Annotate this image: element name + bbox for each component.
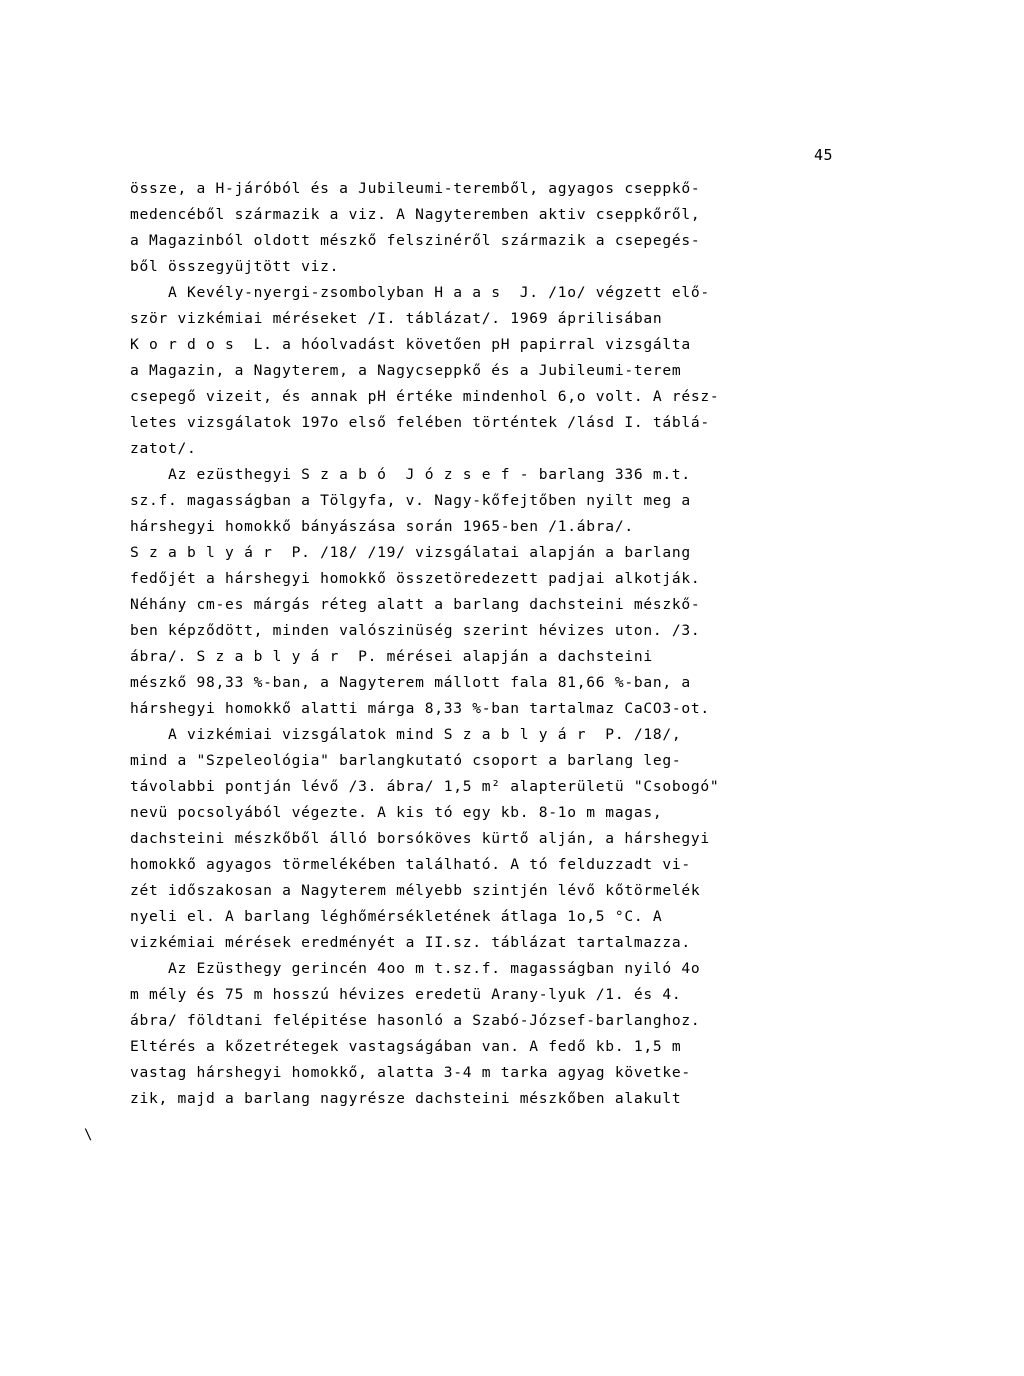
text-line: zét időszakosan a Nagyterem mélyebb szintjén lévő kőtörmelék: [130, 882, 701, 899]
text-line: homokkő agyagos törmelékében található. A tó felduzzadt vi-: [130, 856, 691, 873]
text-line: ábra/ földtani felépitése hasonló a Szabó-József-barlanghoz.: [130, 1012, 701, 1029]
text-line: ször vizkémiai méréseket /I. táblázat/. 1969 áprilisában: [130, 310, 663, 327]
text-line: hárshegyi homokkő bányászása során 1965-ben /1.ábra/.: [130, 518, 634, 535]
text-line: vastag hárshegyi homokkő, alatta 3-4 m tarka agyag követke-: [130, 1064, 691, 1081]
text-line: hárshegyi homokkő alatti márga 8,33 %-ban tartalmaz CaCO3-ot.: [130, 700, 710, 717]
text-line: össze, a H-járóból és a Jubileumi-teremből, agyagos cseppkő-: [130, 180, 701, 197]
text-line: mészkő 98,33 %-ban, a Nagyterem mállott fala 81,66 %-ban, a: [130, 674, 691, 691]
text-line: nyeli el. A barlang léghőmérsékletének átlaga 1o,5 °C. A: [130, 908, 663, 925]
text-line: Az Ezüsthegy gerincén 4oo m t.sz.f. magasságban nyiló 4o: [130, 960, 701, 977]
text-line: csepegő vizeit, és annak pH értéke mindenhol 6,o volt. A rész-: [130, 388, 720, 405]
text-line: letes vizsgálatok 197o első felében történtek /lásd I. táblá-: [130, 414, 710, 431]
text-line: zik, majd a barlang nagyrésze dachsteini mészkőben alakult: [130, 1090, 682, 1107]
text-line: dachsteini mészkőből álló borsóköves kürtő alján, a hárshegyi: [130, 830, 710, 847]
margin-mark: \: [84, 1127, 93, 1143]
text-line: S z a b l y á r P. /18/ /19/ vizsgálatai alapján a barlang: [130, 544, 691, 561]
text-line: fedőjét a hárshegyi homokkő összetöredezett padjai alkotják.: [130, 570, 701, 587]
text-line: ből összegyüjtött viz.: [130, 258, 340, 275]
text-line: K o r d o s L. a hóolvadást követően pH papirral vizsgálta: [130, 336, 691, 353]
text-line: m mély és 75 m hosszú hévizes eredetü Arany-lyuk /1. és 4.: [130, 986, 682, 1003]
text-line: a Magazinból oldott mészkő felszinéről származik a csepegés-: [130, 232, 701, 249]
text-line: ábra/. S z a b l y á r P. mérései alapján a dachsteini: [130, 648, 653, 665]
text-line: vizkémiai mérések eredményét a II.sz. táblázat tartalmazza.: [130, 934, 691, 951]
text-line: A Kevély-nyergi-zsombolyban H a a s J. /1o/ végzett elő-: [130, 284, 710, 301]
page-number: 45: [814, 146, 834, 164]
text-line: a Magazin, a Nagyterem, a Nagycseppkő és a Jubileumi-terem: [130, 362, 682, 379]
text-line: Az ezüsthegyi S z a b ó J ó z s e f - barlang 336 m.t.: [130, 466, 691, 483]
text-line: távolabbi pontján lévő /3. ábra/ 1,5 m² alapterületü "Csobogó": [130, 778, 720, 795]
text-line: A vizkémiai vizsgálatok mind S z a b l y á r P. /18/,: [130, 726, 682, 743]
text-line: nevü pocsolyából végezte. A kis tó egy kb. 8-1o m magas,: [130, 804, 663, 821]
text-line: medencéből származik a viz. A Nagyteremben aktiv cseppkőről,: [130, 206, 701, 223]
text-line: zatot/.: [130, 440, 197, 457]
text-line: sz.f. magasságban a Tölgyfa, v. Nagy-kőfejtőben nyilt meg a: [130, 492, 691, 509]
text-line: Eltérés a kőzetrétegek vastagságában van. A fedő kb. 1,5 m: [130, 1038, 682, 1055]
text-line: Néhány cm-es márgás réteg alatt a barlang dachsteini mészkő-: [130, 596, 701, 613]
text-line: ben képződött, minden valószinüség szerint hévizes uton. /3.: [130, 622, 701, 639]
text-line: mind a "Szpeleológia" barlangkutató csoport a barlang leg-: [130, 752, 682, 769]
